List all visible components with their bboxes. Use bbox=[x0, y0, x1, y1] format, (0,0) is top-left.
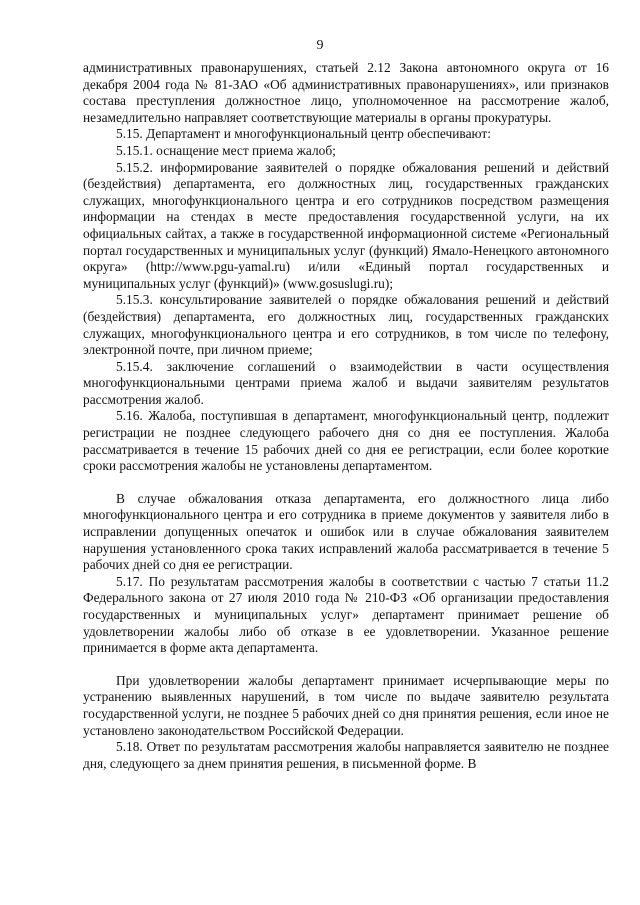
paragraph-5-17: 5.17. По результатам рассмотрения жалобы в соответствии с частью 7 статьи 11.2 Федерального закона от 27 июля 2010 года № 210-ФЗ «Об организации предоставления государственных и муниципальных услуг» департамент принимает решение об удовлетворении жалобы либо об отказе в ее удовлетворении. Указанное решение принимается в форме акта департамента. bbox=[83, 573, 609, 656]
paragraph-5-16: 5.16. Жалоба, поступившая в департамент, многофункциональный центр, подлежит регистрации не позднее следующего рабочего дня со дня ее поступления. Жалоба рассматривается в течение 15 рабочих дней со дня ее регистрации, если более короткие сроки рассмотрения жалобы не установлены департаментом. bbox=[83, 408, 609, 474]
paragraph-continuation: административных правонарушениях, статьей 2.12 Закона автономного округа от 16 декабря 2004 года № 81-ЗАО «Об административных правонарушениях», или признаков состава преступления должностное лицо, уполномоченное на рассмотрение жалоб, незамедлительно направляет соответствующие материалы в органы прокуратуры. bbox=[83, 60, 609, 125]
paragraph-5-15-1: 5.15.1. оснащение мест приема жалоб; bbox=[116, 142, 336, 158]
page-number: 9 bbox=[316, 38, 324, 53]
paragraph-5-15-3: 5.15.3. консультирование заявителей о порядке обжалования решений и действий (бездействия) департамента, его должностных лиц, государственных гражданских служащих, многофункционального центра и его сотрудников, в том числе по телефону, электронной почте, при личном приеме; bbox=[83, 292, 609, 358]
paragraph-5-15-2: 5.15.2. информирование заявителей о порядке обжалования решений и действий (бездействия) департамента, его должностных лиц, государственных гражданских служащих, многофункционального центра и его сотрудников посредством размещения информации на стендах в месте предоставления государственной услуги, на их официальных сайтах, а также в государственной информационной системе «Региональный портал государственных и муниципальных услуг (функций) Ямало-Ненецкого автономного округа» (http://www.pgu-yamal.ru) и/или «Единый портал государственных и муниципальных услуг (функций)» (www.gosuslugi.ru); bbox=[83, 159, 609, 291]
document-body bbox=[83, 60, 609, 772]
paragraph-satisfaction-measures: При удовлетворении жалобы департамент принимает исчерпывающие меры по устранению выявленных нарушений, в том числе по выдаче заявителю результата государственной услуги, не позднее 5 рабочих дней со дня принятия решения, если иное не установлено законодательством Российской Федерации. bbox=[83, 672, 609, 738]
paragraph-5-15-4: 5.15.4. заключение соглашений о взаимодействии в части осуществления многофункциональными центрами приема жалоб и выдачи заявителям результатов рассмотрения жалоб. bbox=[83, 358, 609, 407]
paragraph-5-18: 5.18. Ответ по результатам рассмотрения жалобы направляется заявителю не позднее дня, следующего за днем принятия решения, в письменной форме. В bbox=[83, 739, 609, 771]
paragraph-5-15: 5.15. Департамент и многофункциональный центр обеспечивают: bbox=[116, 126, 491, 142]
paragraph-appeal-refusal: В случае обжалования отказа департамента, его должностного лица либо многофункционального центра и его сотрудника в приеме документов у заявителя либо в исправлении допущенных опечаток и ошибок или в случае обжалования заявителем нарушения установленного срока таких исправлений жалоба рассматривается в течение 5 рабочих дней со дня ее регистрации. bbox=[83, 490, 609, 573]
